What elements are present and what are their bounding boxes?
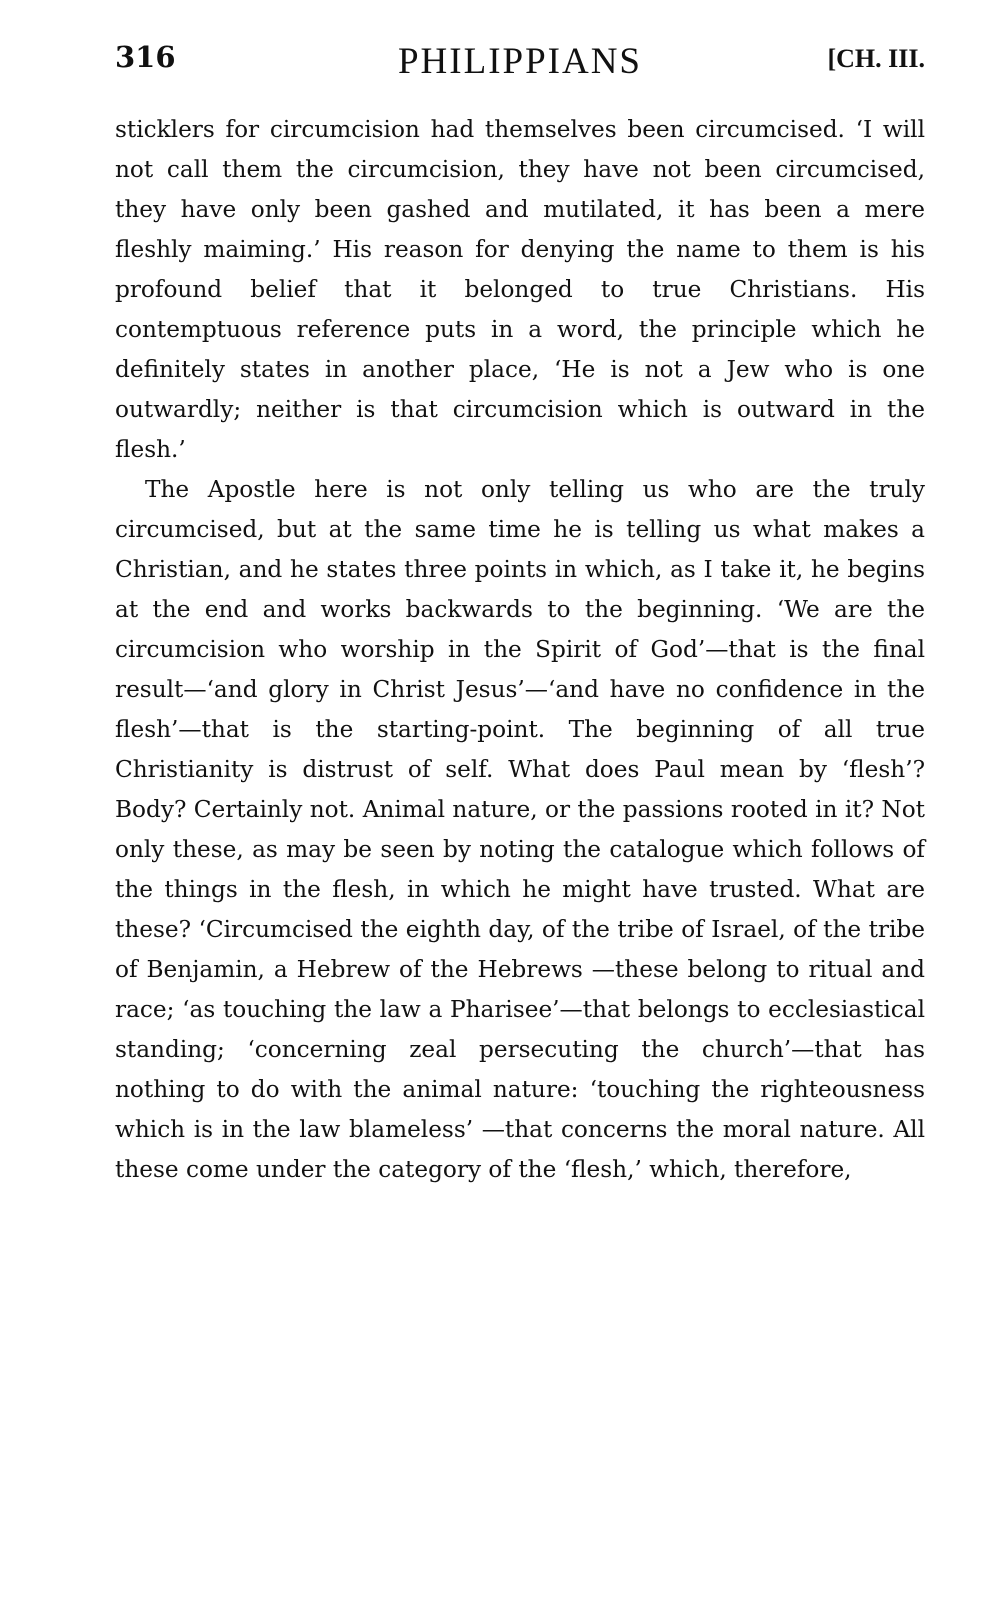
book-page <box>115 40 925 1190</box>
book-title: PHILIPPIANS <box>397 41 643 82</box>
running-head <box>115 40 925 90</box>
paragraph-continued: sticklers for circumcision had themselves been circumcised. ‘I will not call them the circumcision, they have not been circumcised, they have only been gashed and mutilated, it has been a mere fleshly maiming.’ His reason for denying the name to them is his profound belief that it belonged to true Christians. His contemptuous reference puts in a word, the principle which he definitely states in another place, ‘He is not a Jew who is one outwardly; neither is that circumcision which is outward in the flesh.’ <box>115 116 925 463</box>
page-number: 316 <box>115 40 176 74</box>
chapter-reference: [CH. III. <box>827 44 925 73</box>
body-text <box>115 110 925 1190</box>
paragraph: The Apostle here is not only telling us who are the truly circumcised, but at the same time he is telling us what makes a Christian, and he states three points in which, as I take it, he begins at the end and works backwards to the beginning. ‘We are the circumcision who worship in the Spirit of God’—that is the final result—‘and glory in Christ Jesus’—‘and have no confidence in the flesh’—that is the starting-point. The beginning of all true Christianity is distrust of self. What does Paul mean by ‘flesh’? Body? Certainly not. Animal nature, or the passions rooted in it? Not only these, as may be seen by noting the catalogue which follows of the things in the flesh, in which he might have trusted. What are these? ‘Circumcised the eighth day, of the tribe of Israel, of the tribe of Benjamin, a Hebrew of the Hebrews —these belong to ritual and race; ‘as touching the law a Pharisee’—that belongs to ecclesiastical standing; ‘concerning zeal persecuting the church’—that has nothing to do with the animal nature: ‘touching the righteousness which is in the law blameless’ —that concerns the moral nature. All these come under the category of the ‘flesh,’ which, therefore, <box>115 476 925 1183</box>
